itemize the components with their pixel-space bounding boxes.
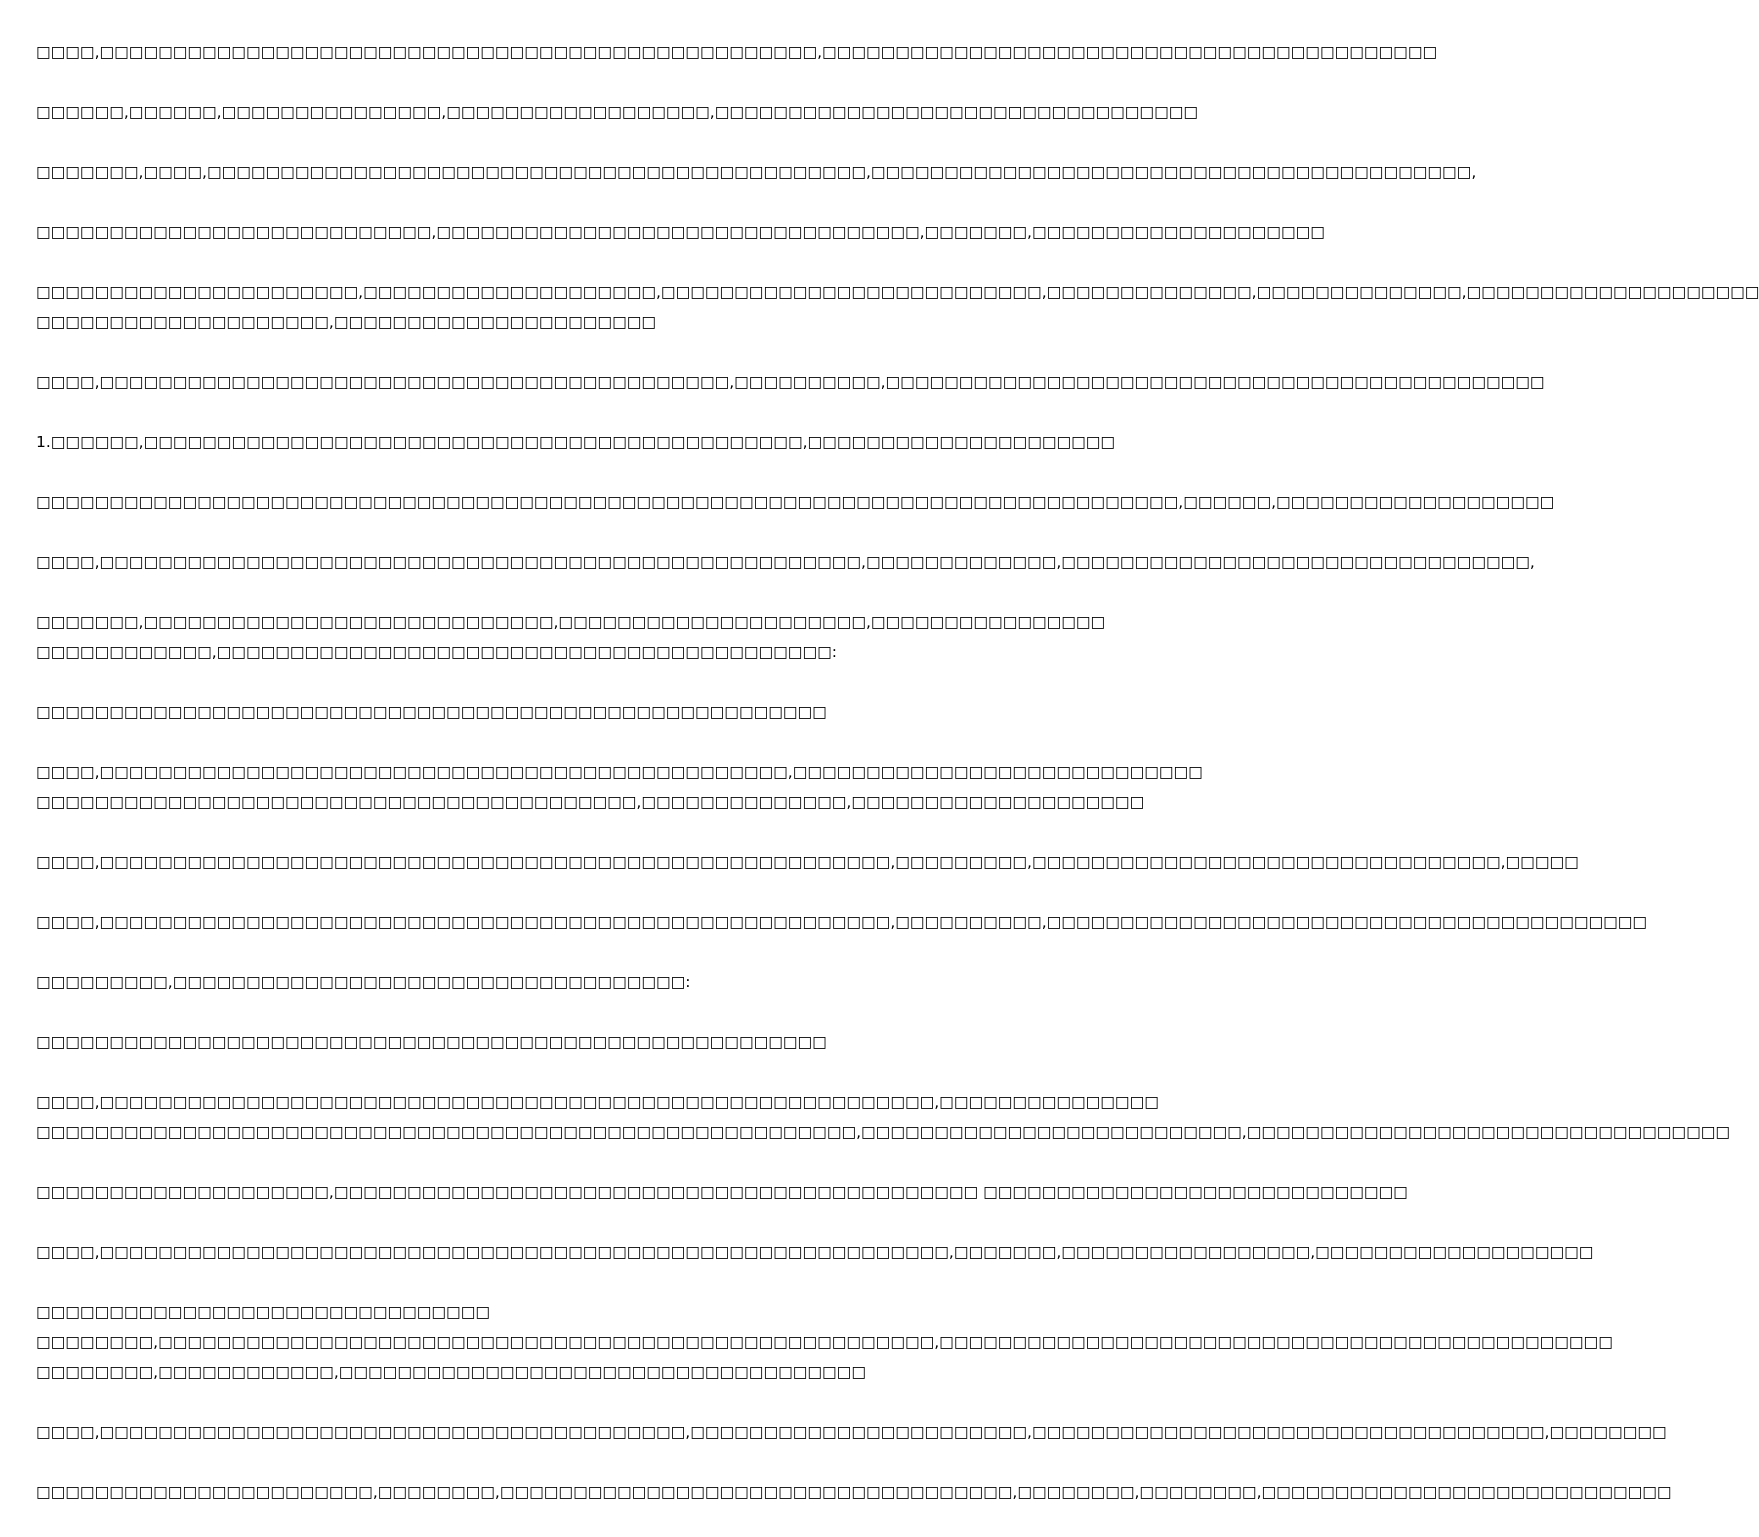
paragraph bbox=[36, 157, 1477, 187]
paragraph bbox=[36, 217, 1325, 247]
text-line: □□□□□□□□□□□□□□□□□□□□□□,□□□□□□□□□□□□□□□□□□□□,□□□□□□□□□□□□□□□□□□□□□□□□□□,□□□□□□□□□□□□□□,□□□□□□□□□□□□□□,□□□□□□□□□□□□□□□□□□□□ bbox=[36, 283, 1759, 301]
paragraph bbox=[36, 427, 1116, 457]
text-line: □□□□□□□□□□□□,□□□□□□□□□□□□□□□□□□□□□□□□□□□□□□□□□□□□□□□□□□: bbox=[36, 643, 837, 661]
text-line: □□□□□□□,□□□□□□□□□□□□□□□□□□□□□□□□□□□□,□□□□□□□□□□□□□□□□□□□□□,□□□□□□□□□□□□□□□□ bbox=[36, 613, 1106, 631]
text-line: □□□□□□□□□□□□□□□□□□□□□□□□□□□,□□□□□□□□□□□□□□□□□□□□□□□□□□□□□□□□□,□□□□□□□,□□□□□□□□□□□□□□□□□□□□ bbox=[36, 223, 1325, 241]
text-line: □□□□□□□□□□□□□□□□□□□□□□□□□□□□□□□□□□□□□□□□□□□□□□□□□□□□□□□□,□□□□□□□□□□□□□□□□□□□□□□□□□□,□□□□□□□□□□□□□□□□□□□□□□□□□□□□□□□□□ bbox=[36, 1123, 1731, 1141]
paragraph bbox=[36, 547, 1535, 577]
document-body bbox=[36, 37, 1759, 1537]
paragraph bbox=[36, 757, 1203, 817]
paragraph bbox=[36, 847, 1579, 877]
text-line: □□□□□□□□,□□□□□□□□□□□□□□□□□□□□□□□□□□□□□□□□□□□□□□□□□□□□□□□□□□□□□,□□□□□□□□□□□□□□□□□□□□□□□□□□□□□□□□□□□□□□□□□□□□□□ bbox=[36, 1333, 1613, 1351]
paragraph bbox=[36, 1027, 990, 1057]
paragraph bbox=[36, 1477, 1672, 1507]
text-line: □□□□,□□□□□□□□□□□□□□□□□□□□□□□□□□□□□□□□□□□□□□□□□□□□□□□□□□□□□□,□□□□□□□□□,□□□□□□□□□□□□□□□□□□□□□□□□□□□□□□□□,□□□□□ bbox=[36, 853, 1579, 871]
paragraph bbox=[36, 37, 1438, 67]
paragraph bbox=[36, 1177, 1408, 1207]
paragraph bbox=[36, 1237, 1594, 1267]
paragraph bbox=[36, 367, 1545, 397]
text-line: □□□□□□□□□□□□□□□□□□□□,□□□□□□□□□□□□□□□□□□□□□□□□□□□□□□□□□□□□□□□□□□□□ □□□□□□□□□□□□□□□□□□□□□□□□□□□□□ bbox=[36, 1183, 1408, 1201]
text-line: □□□□□□□□,□□□□□□□□□□□□,□□□□□□□□□□□□□□□□□□□□□□□□□□□□□□□□□□□□ bbox=[36, 1363, 866, 1381]
paragraph bbox=[36, 1297, 1613, 1387]
paragraph bbox=[36, 607, 1106, 667]
paragraph bbox=[36, 97, 1199, 127]
text-line: □□□□□□□□□□□□□□□□□□□□□□□□□□□□□□□ bbox=[36, 1303, 490, 1321]
text-line: □□□□□□□□□□□□□□□□□□□□□□□□□□□□□□□□□□□□□□□□□□□□□□□□□□□□□□ bbox=[36, 1033, 827, 1051]
text-line: □□□□,□□□□□□□□□□□□□□□□□□□□□□□□□□□□□□□□□□□□□□□□□□□□□□□,□□□□□□□□□□□□□□□□□□□□□□□□□□□□ bbox=[36, 763, 1203, 781]
paragraph bbox=[36, 487, 1555, 517]
text-line: □□□□,□□□□□□□□□□□□□□□□□□□□□□□□□□□□□□□□□□□□□□□□,□□□□□□□□□□□□□□□□□□□□□□□,□□□□□□□□□□□□□□□□□□□□□□□□□□□□□□□□□□□,□□□□□□□□ bbox=[36, 1423, 1667, 1441]
paragraph bbox=[36, 1417, 1667, 1447]
text-line: □□□□,□□□□□□□□□□□□□□□□□□□□□□□□□□□□□□□□□□□□□□□□□□□□□□□□□□□□□□□□□□,□□□□□□□,□□□□□□□□□□□□□□□□□,□□□□□□□□□□□□□□□□□□□ bbox=[36, 1243, 1594, 1261]
text-line: □□□□□□□□□□□□□□□□□□□□□□□□□□□□□□□□□□□□□□□□□□□□□□□□□□□□□□□□□□□□□□□□□□□□□□□□□□□□□□,□□□□□□,□□□□□□□□□□□□□□□□□□□ bbox=[36, 493, 1555, 511]
text-line: 1.□□□□□□,□□□□□□□□□□□□□□□□□□□□□□□□□□□□□□□□□□□□□□□□□□□□□,□□□□□□□□□□□□□□□□□□□□□ bbox=[36, 433, 1116, 451]
text-line: □□□□□□□□□□□□□□□□□□□□□□□,□□□□□□□□,□□□□□□□□□□□□□□□□□□□□□□□□□□□□□□□□□□□,□□□□□□□□,□□□□□□□□,□□□□□□□□□□□□□□□□□□□□□□□□□□□□ bbox=[36, 1483, 1672, 1501]
text-line: □□□□,□□□□□□□□□□□□□□□□□□□□□□□□□□□□□□□□□□□□□□□□□□□□□□□□□□□□□□□□□,□□□□□□□□□□□□□□□ bbox=[36, 1093, 1159, 1111]
paragraph bbox=[36, 697, 990, 727]
paragraph bbox=[36, 277, 1759, 337]
paragraph bbox=[36, 967, 990, 997]
text-line: □□□□□□□□□□□□□□□□□□□□,□□□□□□□□□□□□□□□□□□□□□□ bbox=[36, 313, 657, 331]
text-line: □□□□□□,□□□□□□,□□□□□□□□□□□□□□□,□□□□□□□□□□□□□□□□□□,□□□□□□□□□□□□□□□□□□□□□□□□□□□□□□□□□ bbox=[36, 103, 1199, 121]
text-line: □□□□,□□□□□□□□□□□□□□□□□□□□□□□□□□□□□□□□□□□□□□□□□□□□□□□□□,□□□□□□□□□□□□□□□□□□□□□□□□□□□□□□□□□□□□□□□□□□ bbox=[36, 43, 1438, 61]
text-line: □□□□□□□,□□□□,□□□□□□□□□□□□□□□□□□□□□□□□□□□□□□□□□□□□□□□□□□□□□,□□□□□□□□□□□□□□□□□□□□□□□□□□□□□□□□□□□□□□□□□, bbox=[36, 163, 1477, 181]
paragraph bbox=[36, 907, 1648, 937]
text-line: □□□□□□□□□,□□□□□□□□□□□□□□□□□□□□□□□□□□□□□□□□□□□: bbox=[36, 973, 691, 991]
paragraph bbox=[36, 1087, 1731, 1147]
text-line: □□□□,□□□□□□□□□□□□□□□□□□□□□□□□□□□□□□□□□□□□□□□□□□□□□□□□□□□□,□□□□□□□□□□□□□,□□□□□□□□□□□□□□□□□□□□□□□□□□□□□□□□, bbox=[36, 553, 1535, 571]
text-line: □□□□□□□□□□□□□□□□□□□□□□□□□□□□□□□□□□□□□□□□□□□□□□□□□□□□□□ bbox=[36, 703, 827, 721]
text-line: □□□□,□□□□□□□□□□□□□□□□□□□□□□□□□□□□□□□□□□□□□□□□□□□,□□□□□□□□□□,□□□□□□□□□□□□□□□□□□□□□□□□□□□□□□□□□□□□□□□□□□□□□ bbox=[36, 373, 1545, 391]
text-line: □□□□□□□□□□□□□□□□□□□□□□□□□□□□□□□□□□□□□□□□□,□□□□□□□□□□□□□□,□□□□□□□□□□□□□□□□□□□□ bbox=[36, 793, 1145, 811]
text-line: □□□□,□□□□□□□□□□□□□□□□□□□□□□□□□□□□□□□□□□□□□□□□□□□□□□□□□□□□□□,□□□□□□□□□□,□□□□□□□□□□□□□□□□□□□□□□□□□□□□□□□□□□□□□□□□□ bbox=[36, 913, 1648, 931]
